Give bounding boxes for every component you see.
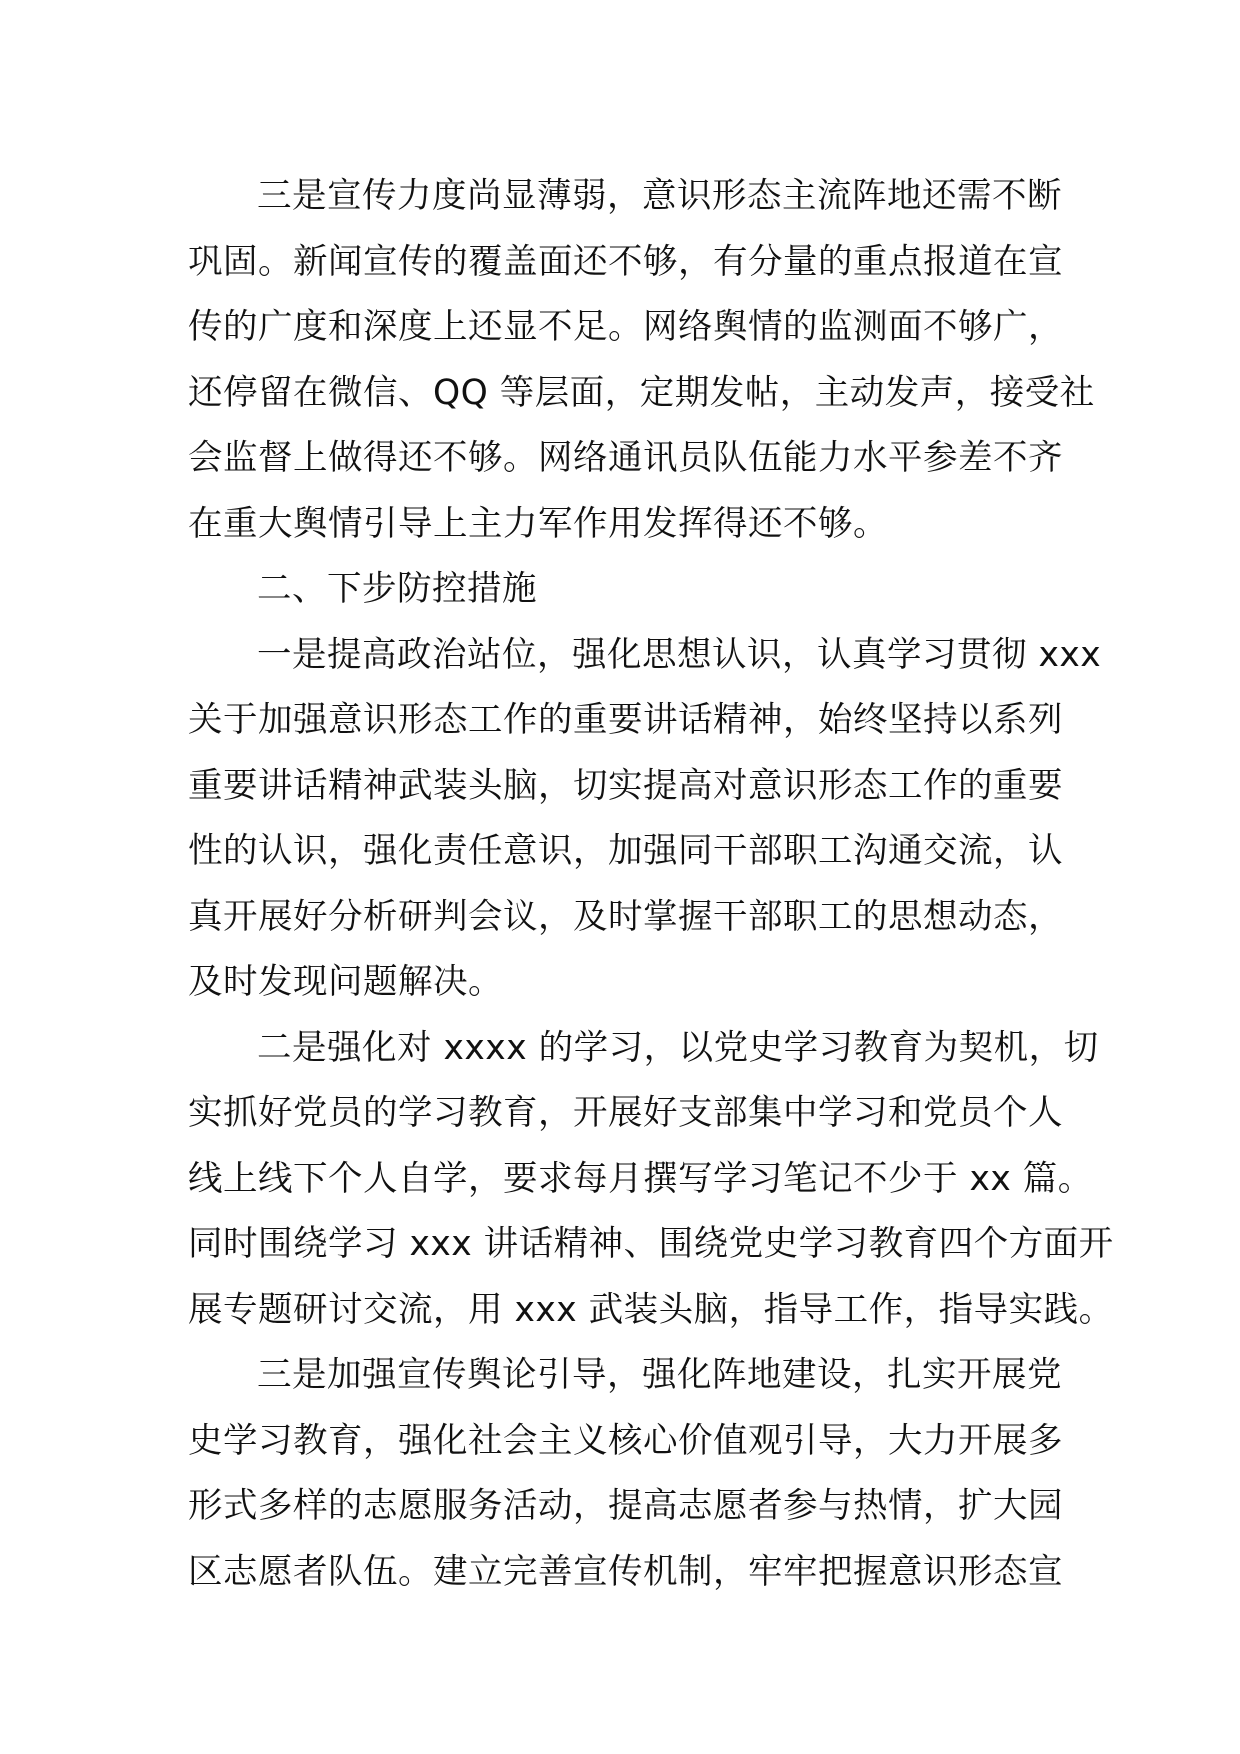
text-line: 史学习教育，强化社会主义核心价值观引导，大力开展多 bbox=[188, 1420, 1063, 1461]
text-line: 形式多样的志愿服务活动，提高志愿者参与热情，扩大园 bbox=[188, 1486, 1063, 1526]
text-line: 还停留在微信、QQ 等层面，定期发帖，主动发声，接受社 bbox=[188, 372, 1095, 413]
text-line: 二是强化对 xxxx 的学习，以党史学习教育为契机，切 bbox=[257, 1027, 1099, 1068]
text-line: 三是宣传力度尚显薄弱，意识形态主流阵地还需不断 bbox=[257, 176, 1062, 216]
text-line: 传的广度和深度上还显不足。网络舆情的监测面不够广， bbox=[188, 307, 1063, 347]
text-line: 区志愿者队伍。建立完善宣传机制，牢牢把握意识形态宣 bbox=[188, 1551, 1063, 1592]
text-line: 实抓好党员的学习教育，开展好支部集中学习和党员个人 bbox=[188, 1093, 1063, 1133]
text-line: 展专题研讨交流，用 xxx 武装头脑，指导工作，指导实践。 bbox=[188, 1289, 1114, 1330]
text-line: 巩固。新闻宣传的覆盖面还不够，有分量的重点报道在宣 bbox=[188, 241, 1063, 282]
text-line: 关于加强意识形态工作的重要讲话精神，始终坚持以系列 bbox=[188, 700, 1063, 740]
document-body bbox=[188, 164, 1114, 1605]
text-line: 重要讲话精神武装头脑，切实提高对意识形态工作的重要 bbox=[188, 765, 1063, 806]
text-line: 一是提高政治站位，强化思想认识，认真学习贯彻 xxx bbox=[257, 634, 1102, 675]
text-line: 同时围绕学习 xxx 讲话精神、围绕党史学习教育四个方面开 bbox=[188, 1224, 1114, 1264]
text-line: 及时发现问题解决。 bbox=[188, 962, 503, 1002]
section-heading: 二、下步防控措施 bbox=[257, 569, 537, 609]
text-line: 真开展好分析研判会议，及时掌握干部职工的思想动态， bbox=[188, 896, 1063, 937]
text-line: 三是加强宣传舆论引导，强化阵地建设，扎实开展党 bbox=[257, 1355, 1062, 1395]
text-line: 性的认识，强化责任意识，加强同干部职工沟通交流，认 bbox=[188, 831, 1063, 871]
text-line: 会监督上做得还不够。网络通讯员队伍能力水平参差不齐 bbox=[188, 438, 1063, 478]
text-line: 线上线下个人自学，要求每月撰写学习笔记不少于 xx 篇。 bbox=[188, 1158, 1093, 1199]
text-line: 在重大舆情引导上主力军作用发挥得还不够。 bbox=[188, 503, 888, 544]
